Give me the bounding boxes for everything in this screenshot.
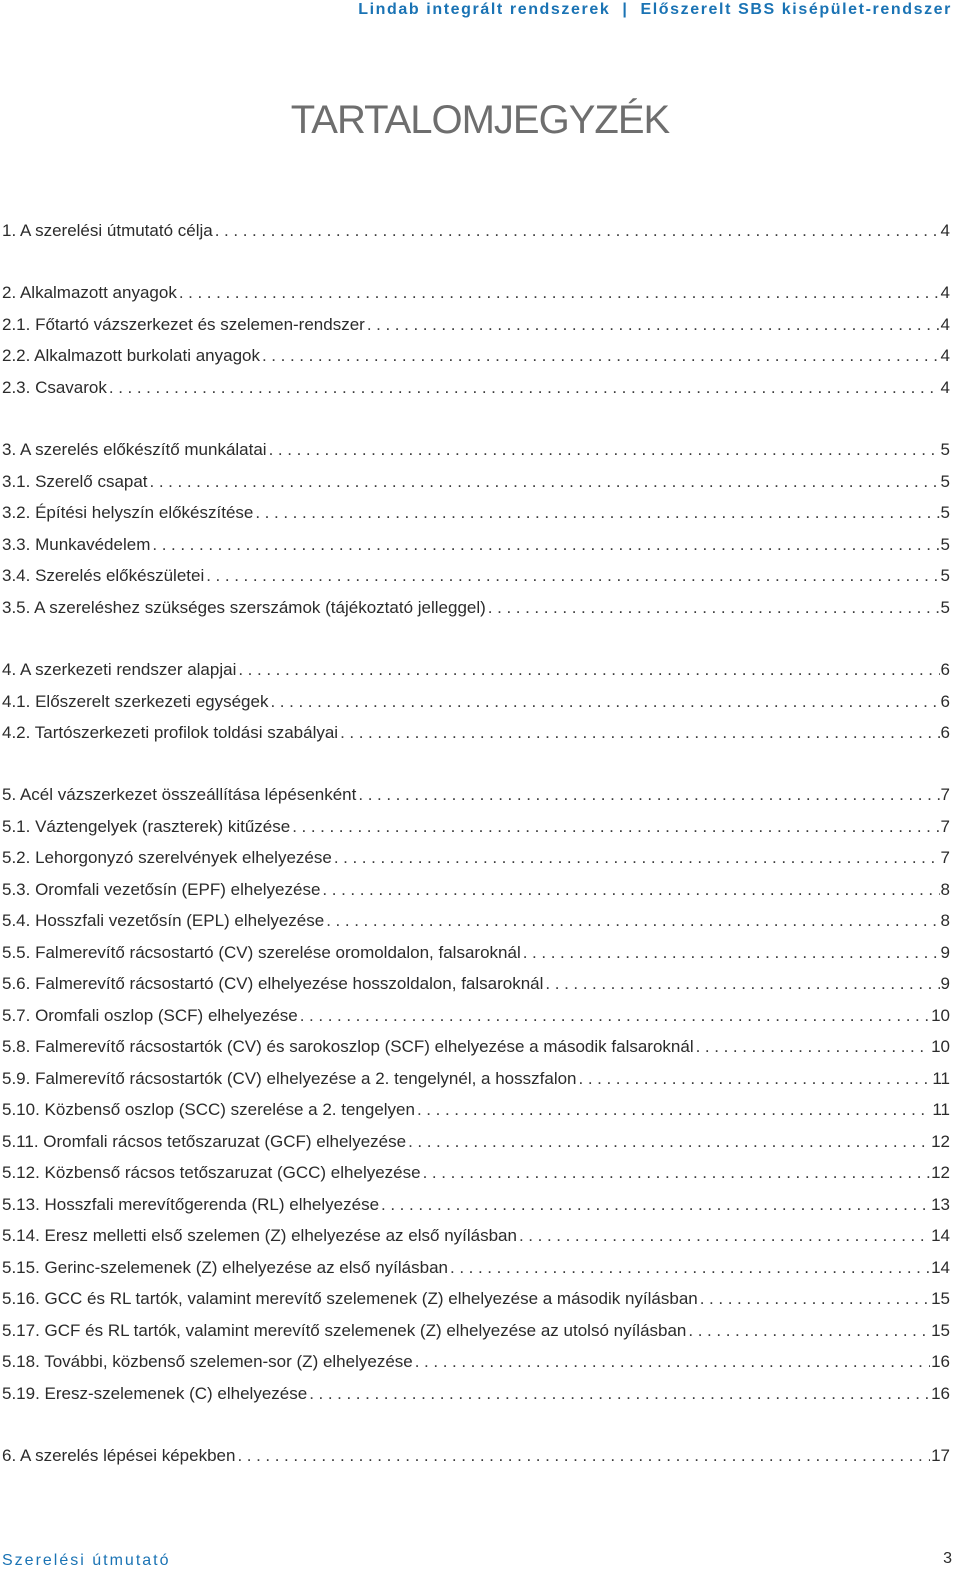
toc-entry-page: 10 <box>931 1037 950 1056</box>
toc-entry-page: 4 <box>940 378 950 397</box>
toc-entry[interactable] <box>2 313 950 337</box>
toc-dot-leader <box>152 533 939 557</box>
toc-entry-page: 5 <box>940 440 950 459</box>
toc-entry[interactable] <box>2 1130 950 1154</box>
toc-entry-page: 7 <box>940 848 950 867</box>
toc-dot-leader <box>450 1256 930 1280</box>
toc-entry-label: 1. A szerelési útmutató célja <box>2 221 213 240</box>
toc-entry-label: 2.1. Főtartó vázszerkezet és szelemen-rendszer <box>2 315 365 334</box>
toc-dot-leader <box>292 815 939 839</box>
toc-entry-page: 9 <box>940 943 950 962</box>
toc-entry-label: 5.18. További, közbenső szelemen-sor (Z) elhelyezése <box>2 1352 413 1371</box>
toc-entry-page: 11 <box>932 1100 950 1119</box>
toc-entry[interactable] <box>2 1161 950 1185</box>
toc-entry[interactable] <box>2 1193 950 1217</box>
toc-entry-page: 15 <box>931 1289 950 1308</box>
header-left-text: Lindab integrált rendszerek <box>358 1 611 18</box>
toc-entry[interactable] <box>2 344 950 368</box>
toc-entry-page: 7 <box>940 817 950 836</box>
toc-dot-leader <box>545 972 939 996</box>
toc-dot-leader <box>688 1319 930 1343</box>
toc-entry-page: 14 <box>931 1226 950 1245</box>
toc-entry-label: 2.3. Csavarok <box>2 378 107 397</box>
toc-dot-leader <box>358 783 939 807</box>
toc-dot-leader <box>269 438 940 462</box>
toc-entry[interactable] <box>2 1444 950 1468</box>
toc-entry-label: 3.5. A szereléshez szükséges szerszámok (tájékoztató jelleggel) <box>2 598 486 617</box>
toc-entry-page: 13 <box>931 1195 950 1214</box>
toc-entry-label: 5.10. Közbenső oszlop (SCC) szerelése a 2. tengelyen <box>2 1100 415 1119</box>
toc-entry-page: 11 <box>932 1069 950 1088</box>
toc-entry[interactable] <box>2 721 950 745</box>
toc-entry-label: 3.4. Szerelés előkészületei <box>2 566 205 585</box>
toc-entry-page: 6 <box>940 723 950 742</box>
toc-entry-label: 5.14. Eresz melletti első szelemen (Z) elhelyezése az első nyílásban <box>2 1226 517 1245</box>
toc-entry-label: 5.19. Eresz-szelemenek (C) elhelyezése <box>2 1384 308 1403</box>
toc-dot-leader <box>417 1098 931 1122</box>
toc-entry-label: 5.17. GCF és RL tartók, valamint merevítő szelemenek (Z) elhelyezése az utolsó nyílásban <box>2 1321 687 1340</box>
toc-dot-leader <box>255 501 939 525</box>
toc-entry[interactable] <box>2 1382 950 1406</box>
toc-entry[interactable] <box>2 690 950 714</box>
toc-dot-leader <box>270 690 939 714</box>
toc-dot-leader <box>237 1444 930 1468</box>
toc-dot-leader <box>150 470 940 494</box>
toc-entry[interactable] <box>2 470 950 494</box>
toc-dot-leader <box>238 658 939 682</box>
toc-entry-label: 5.6. Falmerevítő rácsostartó (CV) elhelyezése hosszoldalon, falsaroknál <box>2 974 544 993</box>
toc-entry-label: 4.2. Tartószerkezeti profilok toldási szabályai <box>2 723 339 742</box>
toc-dot-leader <box>415 1350 930 1374</box>
toc-entry[interactable] <box>2 596 950 620</box>
toc-entry[interactable] <box>2 909 950 933</box>
toc-entry-page: 4 <box>940 283 950 302</box>
toc-dot-leader <box>326 909 939 933</box>
header-separator: | <box>622 1 629 18</box>
toc-entry-page: 4 <box>940 221 950 240</box>
toc-dot-leader <box>109 376 940 400</box>
toc-entry-label: 3. A szerelés előkészítő munkálatai <box>2 440 267 459</box>
footer-title: Szerelési útmutató <box>2 1552 171 1569</box>
toc-entry-page: 14 <box>931 1258 950 1277</box>
toc-dot-leader <box>700 1287 930 1311</box>
toc-entry[interactable] <box>2 1004 950 1028</box>
toc-entry-label: 5.15. Gerinc-szelemenek (Z) elhelyezése az első nyílásban <box>2 1258 448 1277</box>
toc-entry[interactable] <box>2 972 950 996</box>
toc-entry-label: 3.2. Építési helyszín előkészítése <box>2 503 254 522</box>
toc-entry-label: 5.12. Közbenső rácsos tetőszaruzat (GCC) elhelyezése <box>2 1163 421 1182</box>
toc-entry-page: 5 <box>940 503 950 522</box>
toc-entry-page: 8 <box>940 911 950 930</box>
toc-entry[interactable] <box>2 1067 950 1091</box>
toc-entry-label: 4.1. Előszerelt szerkezeti egységek <box>2 692 269 711</box>
toc-entry[interactable] <box>2 1256 950 1280</box>
header-right-text: Előszerelt SBS kisépület-rendszer <box>640 1 952 18</box>
toc-dot-leader <box>340 721 939 745</box>
toc-entry[interactable] <box>2 1287 950 1311</box>
toc-entry-page: 9 <box>940 974 950 993</box>
toc-dot-leader <box>408 1130 930 1154</box>
toc-entry[interactable] <box>2 1350 950 1374</box>
running-header <box>358 0 952 20</box>
toc-entry[interactable] <box>2 846 950 870</box>
footer-page-number: 3 <box>943 1550 952 1567</box>
toc-dot-leader <box>696 1035 930 1059</box>
toc-entry-label: 5.5. Falmerevítő rácsostartó (CV) szerelése oromoldalon, falsaroknál <box>2 943 521 962</box>
toc-entry[interactable] <box>2 281 950 305</box>
toc-dot-leader <box>381 1193 930 1217</box>
toc-entry-page: 15 <box>931 1321 950 1340</box>
toc-entry-page: 6 <box>940 692 950 711</box>
toc-entry-label: 2. Alkalmazott anyagok <box>2 283 177 302</box>
toc-dot-leader <box>322 878 939 902</box>
toc-entry-page: 4 <box>940 346 950 365</box>
toc-dot-leader <box>334 846 940 870</box>
toc-entry[interactable] <box>2 501 950 525</box>
toc-dot-leader <box>579 1067 932 1091</box>
toc-entry-page: 8 <box>940 880 950 899</box>
toc-entry-label: 6. A szerelés lépései képekben <box>2 1446 236 1465</box>
page-title: TARTALOMJEGYZÉK <box>290 98 670 142</box>
toc-entry[interactable] <box>2 219 950 243</box>
toc-entry[interactable] <box>2 783 950 807</box>
toc-entry[interactable] <box>2 815 950 839</box>
toc-entry-page: 12 <box>931 1163 950 1182</box>
toc-dot-leader <box>488 596 940 620</box>
toc-entry[interactable] <box>2 564 950 588</box>
toc-dot-leader <box>206 564 939 588</box>
toc-entry-label: 5.13. Hosszfali merevítőgerenda (RL) elhelyezése <box>2 1195 380 1214</box>
toc-entry-label: 5. Acél vázszerkezet összeállítása lépésenként <box>2 785 357 804</box>
toc-entry-label: 5.11. Oromfali rácsos tetőszaruzat (GCF) elhelyezése <box>2 1132 407 1151</box>
toc-entry[interactable] <box>2 376 950 400</box>
toc-entry[interactable] <box>2 533 950 557</box>
toc-entry-page: 6 <box>940 660 950 679</box>
toc-entry-label: 3.1. Szerelő csapat <box>2 472 148 491</box>
toc-entry-label: 5.4. Hosszfali vezetősín (EPL) elhelyezése <box>2 911 325 930</box>
toc-entry-page: 16 <box>931 1384 950 1403</box>
toc-entry-page: 7 <box>940 785 950 804</box>
toc-entry[interactable] <box>2 941 950 965</box>
toc-entry-page: 17 <box>931 1446 950 1465</box>
toc-entry[interactable] <box>2 1098 950 1122</box>
toc-entry[interactable] <box>2 1035 950 1059</box>
toc-dot-leader <box>300 1004 930 1028</box>
toc-entry[interactable] <box>2 1224 950 1248</box>
toc-entry-label: 5.7. Oromfali oszlop (SCF) elhelyezése <box>2 1006 298 1025</box>
toc-entry-label: 5.8. Falmerevítő rácsostartók (CV) és sarokoszlop (SCF) elhelyezése a második falsaroknál <box>2 1037 694 1056</box>
toc-entry-label: 5.1. Váztengelyek (raszterek) kitűzése <box>2 817 291 836</box>
toc-entry-label: 5.3. Oromfali vezetősín (EPF) elhelyezése <box>2 880 321 899</box>
toc-entry-label: 5.16. GCC és RL tartók, valamint merevítő szelemenek (Z) elhelyezése a második nyílásban <box>2 1289 698 1308</box>
toc-entry[interactable] <box>2 658 950 682</box>
toc-dot-leader <box>262 344 940 368</box>
toc-entry-page: 5 <box>940 598 950 617</box>
toc-entry-page: 5 <box>940 535 950 554</box>
toc-entry-label: 2.2. Alkalmazott burkolati anyagok <box>2 346 260 365</box>
toc-entry-label: 5.9. Falmerevítő rácsostartók (CV) elhelyezése a 2. tengelynél, a hosszfalon <box>2 1069 577 1088</box>
toc-dot-leader <box>519 1224 930 1248</box>
toc-entry-page: 12 <box>931 1132 950 1151</box>
toc-dot-leader <box>423 1161 930 1185</box>
toc-entry[interactable] <box>2 1319 950 1343</box>
toc-dot-leader <box>367 313 940 337</box>
toc-dot-leader <box>179 281 940 305</box>
toc-entry-page: 5 <box>940 566 950 585</box>
toc-entry-page: 4 <box>940 315 950 334</box>
toc-entry-page: 16 <box>931 1352 950 1371</box>
toc-entry-page: 10 <box>931 1006 950 1025</box>
toc-entry[interactable] <box>2 878 950 902</box>
toc-entry-label: 3.3. Munkavédelem <box>2 535 151 554</box>
toc-entry[interactable] <box>2 438 950 462</box>
toc-entry-label: 4. A szerkezeti rendszer alapjai <box>2 660 237 679</box>
toc-entry-label: 5.2. Lehorgonyzó szerelvények elhelyezése <box>2 848 332 867</box>
toc-dot-leader <box>309 1382 930 1406</box>
toc-dot-leader <box>215 219 940 243</box>
toc-dot-leader <box>523 941 940 965</box>
toc-entry-page: 5 <box>940 472 950 491</box>
